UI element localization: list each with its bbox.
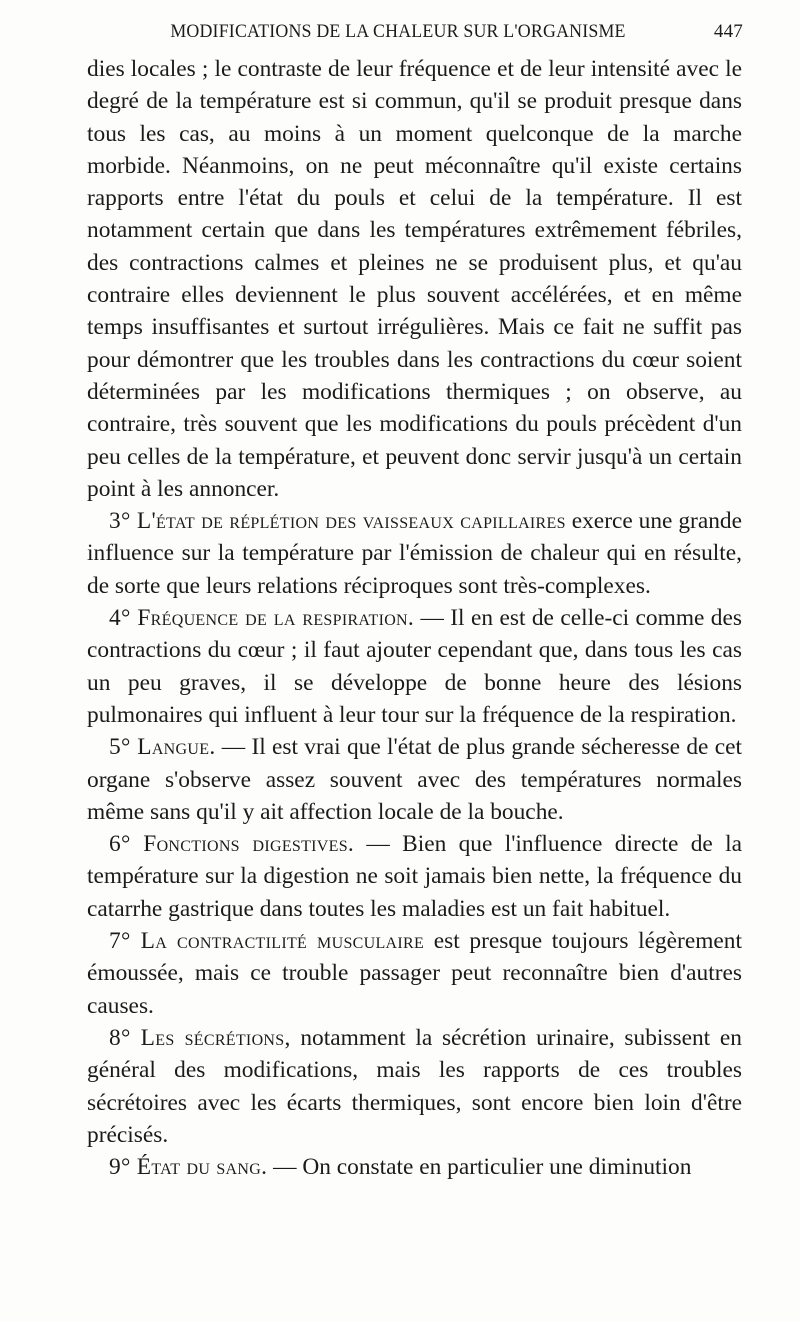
paragraph-langue-text: — Il est vrai que l'état de plus grande sécheresse de cet organe s'observe assez souvent avec des températures normales même sans qu'il y ait affection locale de la bouche. [87, 734, 742, 825]
running-title: MODIFICATIONS DE LA CHALEUR SUR L'ORGANISME [170, 21, 626, 42]
paragraph-capillaires-text: exerce une grande influence sur la température par l'émission de chaleur qui en résulte, de sorte que leurs relations réciproques sont très-complexes. [87, 508, 743, 599]
paragraph-contractilite [87, 925, 742, 1022]
section-heading-respiration: 4° Fréquence de la respiration. [109, 605, 415, 632]
paragraph-capillaires [87, 505, 742, 602]
paragraph-digestives [87, 828, 742, 925]
section-heading-digestives: 6° Fonctions digestives. [109, 831, 355, 858]
section-heading-secretions: 8° Les sécrétions, [109, 1024, 291, 1051]
paragraph-respiration-text: — Il en est de celle-ci comme des contractions du cœur ; il faut ajouter cependant que, dans tous les cas un peu graves, il se développe de bonne heure des lésions pulmonaires qui influent à leur tour sur la fréquence de la respiration. [87, 605, 742, 728]
paragraph-langue [87, 731, 742, 828]
paragraph-secretions [87, 1022, 742, 1151]
paragraph-sang-text: — On constate en particulier une diminution [267, 1154, 692, 1181]
paragraph-continuation-text: dies locales ; le contraste de leur fréquence et de leur intensité avec le degré de la température est si commun, qu'il se produit presque dans tous les cas, au moins à un moment quelconque de la marche morbide. Néanmoins, on ne peut méconnaître qu'il existe certains rapports entre l'état du pouls et celui de la température. Il est notamment certain que dans les températures extrêmement fébriles, des contractions calmes et pleines ne se produisent plus, et qu'au contraire elles deviennent le plus souvent accélérées, et en même temps insuffisantes et surtout irrégulières. Mais ce fait ne suffit pas pour démontrer que les troubles dans les contractions du cœur soient déterminées par les modifications thermiques ; on observe, au contraire, très souvent que les modifications du pouls précèdent d'un peu celles de la température, et peuvent donc servir jusqu'à un certain point à les annoncer. [87, 56, 742, 502]
paragraph-secretions-text: notamment la sécrétion urinaire, subissent en général des modifications, mais les rapports de ces troubles sécrétoires avec les écarts thermiques, sont encore bien loin d'être précisés. [87, 1024, 742, 1148]
paragraph-continuation [87, 53, 742, 505]
paragraph-sang [87, 1151, 742, 1183]
section-heading-langue: 5° Langue. [109, 734, 216, 761]
running-header [88, 21, 743, 47]
paragraph-contractilite-text: est presque toujours légèrement émoussée, mais ce trouble passager peut reconnaître bien d'autres causes. [87, 928, 742, 1019]
paragraph-respiration [87, 602, 742, 731]
paragraph-digestives-text: — Bien que l'influence directe de la température sur la digestion ne soit jamais bien nette, la fréquence du catarrhe gastrique dans toutes les maladies est un fait habituel. [87, 831, 742, 922]
section-heading-capillaires: 3° L'état de réplétion des vaisseaux capillaires [109, 508, 566, 535]
section-heading-contractilite: 7° La contractilité musculaire [109, 928, 425, 955]
section-heading-sang: 9° État du sang. [109, 1154, 268, 1181]
body-text [87, 53, 742, 1183]
page-number: 447 [713, 21, 743, 42]
